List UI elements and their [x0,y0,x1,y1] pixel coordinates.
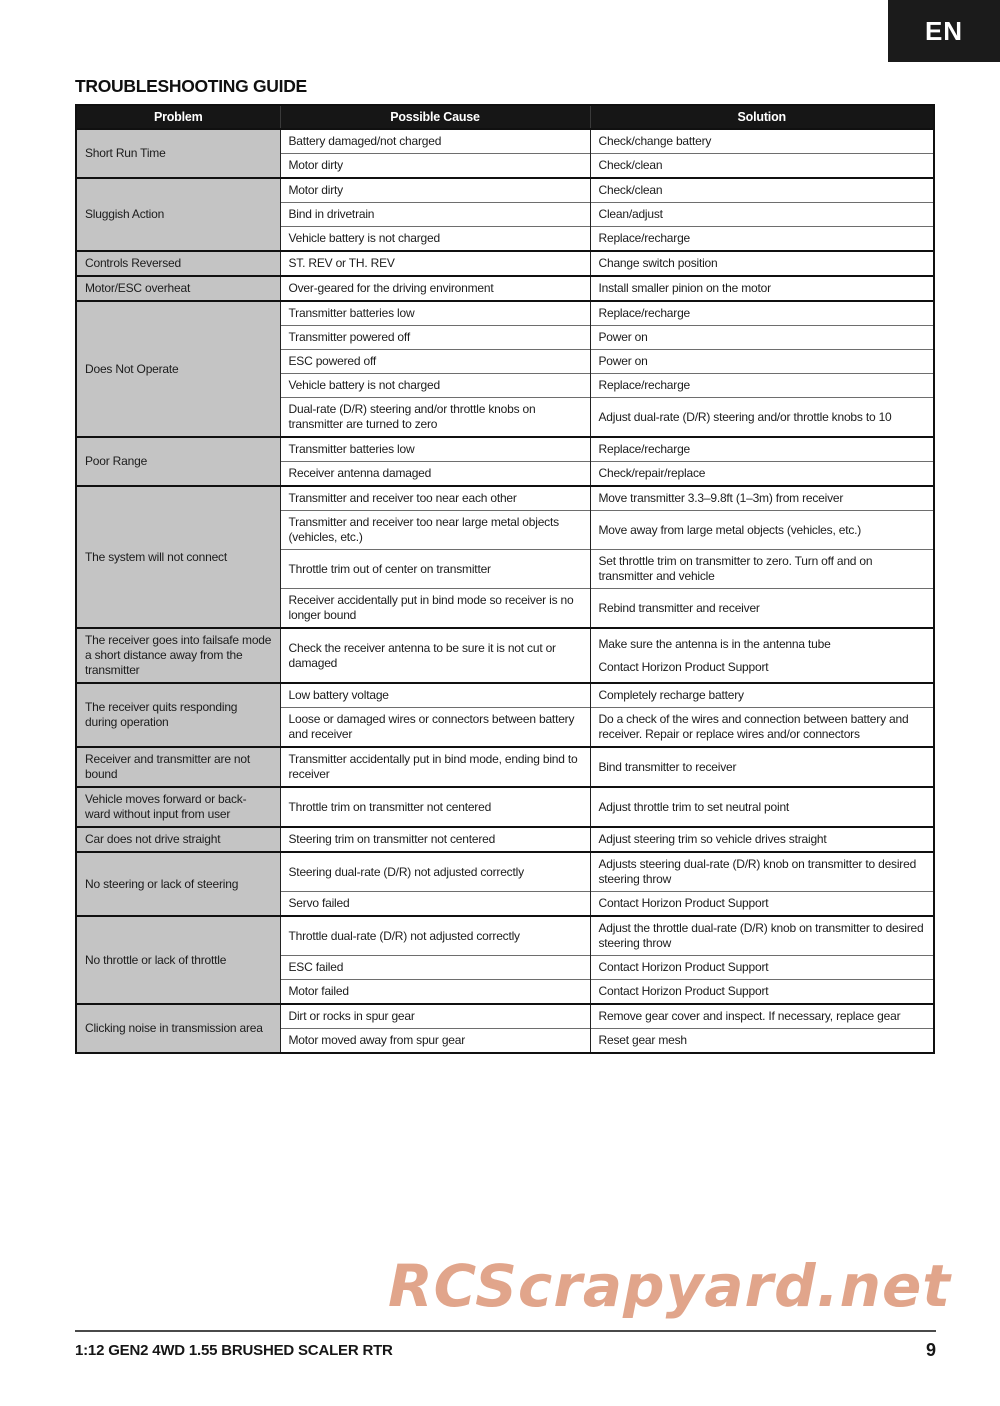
solution-cell: Power on [590,326,934,350]
table-row [76,852,934,892]
problem-cell: Does Not Operate [76,301,280,437]
problem-cell: Receiver and transmitter are not bound [76,747,280,787]
cause-cell: Over-geared for the driving environment [280,276,590,301]
footer-model-name: 1:12 GEN2 4WD 1.55 BRUSHED SCALER RTR [75,1342,393,1359]
cause-cell: Receiver accidentally put in bind mode so receiver is no longer bound [280,589,590,629]
language-badge [888,0,1000,62]
cause-cell: Transmitter batteries low [280,437,590,462]
table-row [76,787,934,827]
cause-cell: ST. REV or TH. REV [280,251,590,276]
solution-cell: Reset gear mesh [590,1029,934,1054]
problem-cell: Sluggish Action [76,178,280,251]
cause-cell: Battery damaged/not charged [280,129,590,154]
table-row [76,683,934,708]
cause-cell: Low battery voltage [280,683,590,708]
table-row [76,747,934,787]
solution-cell: Contact Horizon Product Support [590,980,934,1005]
problem-cell: Controls Reversed [76,251,280,276]
solution-cell: Check/change battery [590,129,934,154]
solution-cell: Check/repair/replace [590,462,934,487]
cause-cell: Servo failed [280,892,590,917]
solution-line: Contact Horizon Product Support [598,659,769,674]
cause-cell: Transmitter and receiver too near each other [280,486,590,511]
cause-cell: Throttle trim on transmitter not centered [280,787,590,827]
table-row [76,1004,934,1029]
solution-cell: Adjust the throttle dual-rate (D/R) knob on transmitter to desired steering throw [590,916,934,956]
cause-cell: Motor dirty [280,154,590,179]
cause-cell: Dirt or rocks in spur gear [280,1004,590,1029]
solution-cell: Clean/adjust [590,203,934,227]
footer-page-number: 9 [925,1340,936,1360]
solution-line: Make sure the antenna is in the antenna tube [598,636,831,651]
solution-cell: Move transmitter 3.3–9.8ft (1–3m) from receiver [590,486,934,511]
table-row [76,916,934,956]
cause-cell: Dual-rate (D/R) steering and/or throttle knobs on transmitter are turned to zero [280,398,590,438]
cause-cell: Check the receiver antenna to be sure it is not cut or damaged [280,628,590,683]
problem-cell: Clicking noise in transmission area [76,1004,280,1053]
column-header-problem: Problem [76,105,280,129]
solution-cell: Adjust steering trim so vehicle drives straight [590,827,934,852]
solution-cell: Completely recharge battery [590,683,934,708]
solution-cell: Adjust dual-rate (D/R) steering and/or throttle knobs to 10 [590,398,934,438]
cause-cell: Transmitter batteries low [280,301,590,326]
table-row [76,129,934,154]
solution-cell: Contact Horizon Product Support [590,892,934,917]
solution-cell: Adjusts steering dual-rate (D/R) knob on transmitter to desired steering throw [590,852,934,892]
cause-cell: Motor dirty [280,178,590,203]
cause-cell: Loose or damaged wires or connectors between battery and receiver [280,708,590,748]
problem-cell: Motor/ESC overheat [76,276,280,301]
solution-cell: Rebind transmitter and receiver [590,589,934,629]
solution-cell: Install smaller pinion on the motor [590,276,934,301]
solution-cell: Power on [590,350,934,374]
solution-cell: Set throttle trim on transmitter to zero. Turn off and on transmitter and vehicle [590,550,934,589]
cause-cell: Vehicle battery is not charged [280,227,590,252]
table-row [76,437,934,462]
cause-cell: Throttle dual-rate (D/R) not adjusted correctly [280,916,590,956]
solution-cell: Move away from large metal objects (vehicles, etc.) [590,511,934,550]
problem-cell: Car does not drive straight [76,827,280,852]
solution-cell: Replace/recharge [590,227,934,252]
column-header-cause: Possible Cause [280,105,590,129]
table-row [76,827,934,852]
cause-cell: ESC failed [280,956,590,980]
cause-cell: Receiver antenna damaged [280,462,590,487]
table-row [76,251,934,276]
table-row [76,276,934,301]
solution-cell: Replace/recharge [590,437,934,462]
cause-cell: Vehicle battery is not charged [280,374,590,398]
solution-cell: Bind transmitter to receiver [590,747,934,787]
cause-cell: Throttle trim out of center on transmitter [280,550,590,589]
solution-cell: Remove gear cover and inspect. If necessary, replace gear [590,1004,934,1029]
problem-cell: No steering or lack of steering [76,852,280,916]
problem-cell: The system will not connect [76,486,280,628]
problem-cell: The receiver goes into failsafe mode a short distance away from the transmitter [76,628,280,683]
solution-cell: Do a check of the wires and connection between battery and receiver. Repair or replace wires and/or connectors [590,708,934,748]
solution-cell: Adjust throttle trim to set neutral point [590,787,934,827]
watermark: RCScrapyard.net [388,1252,952,1320]
cause-cell: Bind in drivetrain [280,203,590,227]
cause-cell: Transmitter accidentally put in bind mode, ending bind to receiver [280,747,590,787]
table-row [76,301,934,326]
solution-cell: Replace/recharge [590,374,934,398]
problem-cell: Short Run Time [76,129,280,178]
language-badge-label: EN [924,15,964,46]
table-row [76,486,934,511]
solution-cell: Change switch position [590,251,934,276]
table-row [76,178,934,203]
solution-cell: Check/clean [590,154,934,179]
cause-cell: Steering dual-rate (D/R) not adjusted correctly [280,852,590,892]
solution-cell: Check/clean [590,178,934,203]
cause-cell: Steering trim on transmitter not centered [280,827,590,852]
solution-cell: Replace/recharge [590,301,934,326]
footer-divider [75,1330,936,1332]
solution-cell [590,628,934,683]
table-row [76,628,934,683]
page-title: TROUBLESHOOTING GUIDE [75,76,307,96]
cause-cell: Transmitter powered off [280,326,590,350]
problem-cell: Poor Range [76,437,280,486]
troubleshooting-table [75,104,935,1054]
problem-cell: Vehicle moves forward or back-ward without input from user [76,787,280,827]
cause-cell: Motor failed [280,980,590,1005]
problem-cell: No throttle or lack of throttle [76,916,280,1004]
cause-cell: ESC powered off [280,350,590,374]
table-header-row [76,105,934,129]
solution-cell: Contact Horizon Product Support [590,956,934,980]
cause-cell: Transmitter and receiver too near large metal objects (vehicles, etc.) [280,511,590,550]
cause-cell: Motor moved away from spur gear [280,1029,590,1054]
column-header-solution: Solution [590,105,934,129]
problem-cell: The receiver quits responding during operation [76,683,280,747]
